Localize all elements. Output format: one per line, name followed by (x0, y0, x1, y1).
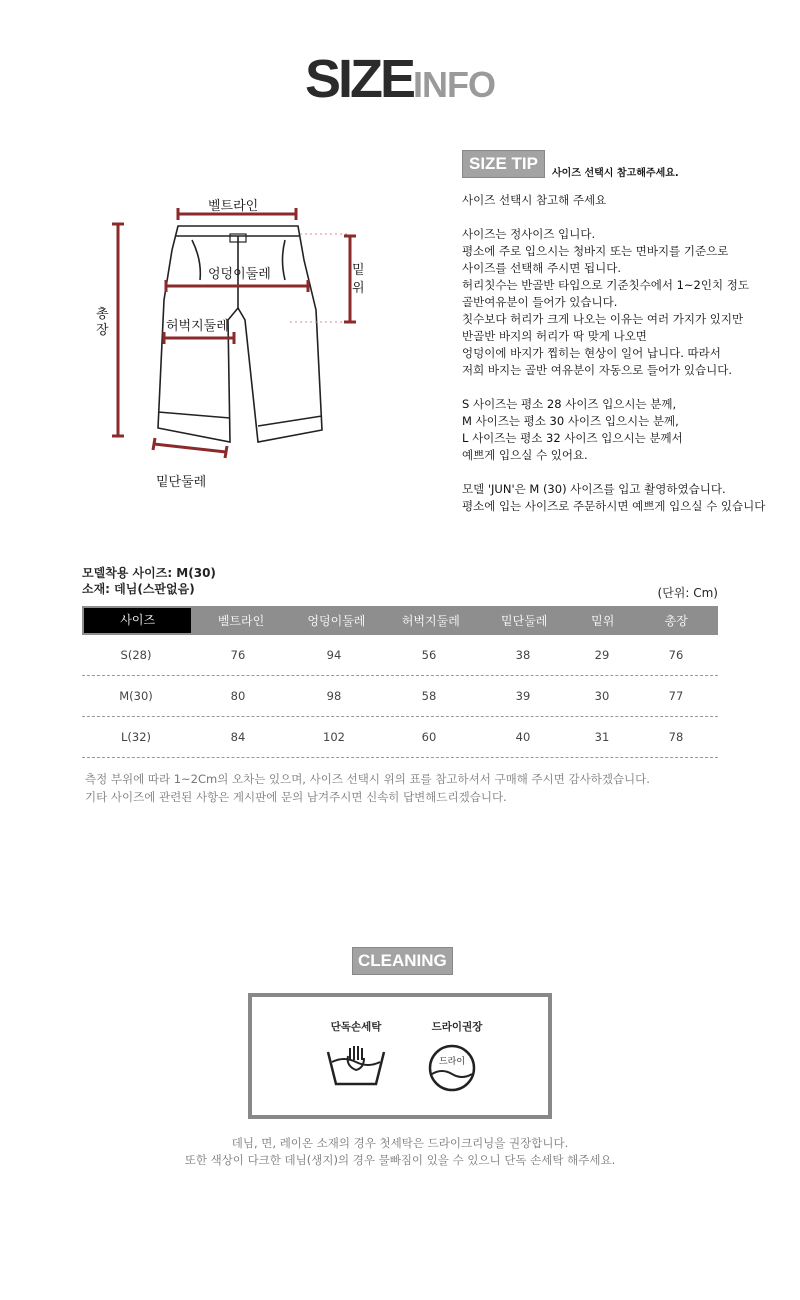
cell-hem: 38 (515, 648, 531, 662)
header-length: 총장 (664, 614, 688, 628)
belt-label: 벨트라인 (208, 199, 259, 214)
cell-belt: 84 (230, 730, 246, 744)
tip-line: 허리칫수는 반골반 타입으로 기준칫수에서 1~2인치 정도 (462, 278, 749, 292)
size-tip-text (462, 192, 800, 515)
cell-length: 76 (668, 648, 684, 662)
tip-line: 사이즈는 정사이즈 입니다. (462, 227, 596, 241)
material: 소재: 데님(스판없음) (82, 582, 195, 596)
tip-line: 모델 'JUN'은 M (30) 사이즈를 입고 촬영하였습니다. (462, 482, 726, 496)
header-thigh: 허벅지둘레 (401, 614, 460, 628)
hip-label: 엉덩이둘레 (208, 267, 271, 282)
care-instructions-frame (248, 993, 552, 1119)
cell-length: 77 (668, 689, 684, 703)
page-title (0, 48, 800, 110)
pants-diagram (80, 190, 380, 500)
title-main: SIZE (304, 49, 414, 109)
tip-line: 엉덩이에 바지가 찝히는 현상이 일어 납니다. 따라서 (462, 346, 721, 360)
dry-clean-item (412, 1019, 502, 1098)
note-line: 기타 사이즈에 관련된 사항은 게시판에 문의 남겨주시면 신속히 답변해드리겠습니다. (85, 790, 507, 804)
tip-line: L 사이즈는 평소 32 사이즈 입으시는 분께서 (462, 431, 683, 445)
cell-thigh: 56 (421, 648, 437, 662)
cleaning-note-line: 데님, 면, 레이온 소재의 경우 첫세탁은 드라이크리닝을 권장합니다. (231, 1136, 569, 1150)
size-tip-badge: SIZE TIP (462, 150, 545, 178)
cell-thigh: 58 (421, 689, 437, 703)
cell-thigh: 60 (421, 730, 437, 744)
hand-wash-icon (318, 1040, 394, 1092)
header-size: 사이즈 (84, 608, 191, 633)
header-hem: 밑단둘레 (501, 614, 548, 628)
tip-line: 사이즈 선택시 참고해 주세요 (462, 193, 607, 207)
cell-rise: 30 (594, 689, 610, 703)
tip-line: 반골반 바지의 허리가 딱 맞게 나오면 (462, 329, 647, 343)
rise-label-2: 위 (352, 281, 365, 296)
cell-rise: 31 (594, 730, 610, 744)
length-label-1: 총 (96, 307, 109, 322)
cell-length: 78 (668, 730, 684, 744)
length-label-2: 장 (96, 323, 109, 338)
thigh-label: 허벅지둘레 (166, 319, 229, 334)
rise-label-1: 밑 (352, 263, 365, 278)
cell-hem: 40 (515, 730, 531, 744)
hand-wash-label: 단독손세탁 (330, 1021, 382, 1033)
tip-line: S 사이즈는 평소 28 사이즈 입으시는 분께, (462, 397, 677, 411)
tip-line: 사이즈를 선택해 주시면 됩니다. (462, 261, 622, 275)
header-hip: 엉덩이둘레 (307, 614, 366, 628)
cell-hem: 39 (515, 689, 531, 703)
table-header (82, 606, 718, 635)
cleaning-note-line: 또한 색상이 다크한 데님(생지)의 경우 물빠짐이 있을 수 있으니 단독 손세탁 해주세요. (184, 1153, 616, 1167)
tip-line: 평소에 입는 사이즈로 주문하시면 예쁘게 입으실 수 있습니다 (462, 499, 766, 513)
hem-label: 밑단둘레 (156, 475, 207, 490)
tip-line: 저희 바지는 골반 여유분이 자동으로 들어가 있습니다. (462, 363, 732, 377)
unit-label: (단위: Cm) (657, 586, 718, 600)
header-rise: 밑위 (591, 614, 615, 628)
cell-size: L(32) (120, 730, 151, 744)
tip-spacer (462, 464, 800, 481)
tip-line: 평소에 주로 입으시는 청바지 또는 면바지를 기준으로 (462, 244, 729, 258)
cell-hip: 102 (323, 730, 345, 744)
tip-line: 칫수보다 허리가 크게 나오는 이유는 여러 가지가 있지만 (462, 312, 744, 326)
cell-hip: 94 (326, 648, 342, 662)
dry-icon-text: 드라이 (438, 1057, 466, 1067)
size-tip-subtitle: 사이즈 선택시 참고해주세요. (552, 168, 679, 179)
hand-wash-item (318, 1019, 394, 1096)
cell-size: M(30) (119, 689, 153, 703)
cleaning-note (0, 1135, 800, 1169)
model-size: 모델착용 사이즈: M(30) (82, 566, 216, 580)
title-sub: INFO (413, 64, 496, 105)
table-row (82, 717, 718, 758)
measurement-note (85, 770, 650, 806)
table-row (82, 635, 718, 676)
cell-belt: 80 (230, 689, 246, 703)
cell-belt: 76 (230, 648, 246, 662)
header-belt: 벨트라인 (217, 614, 265, 628)
table-row (82, 676, 718, 717)
tip-line: 예쁘게 입으실 수 있어요. (462, 448, 588, 462)
tip-spacer (462, 379, 800, 396)
cell-hip: 98 (326, 689, 342, 703)
cell-size: S(28) (120, 648, 152, 662)
pants-illustration (80, 190, 380, 500)
dry-clean-icon (412, 1038, 502, 1094)
model-info (82, 565, 216, 597)
dry-clean-label: 드라이권장 (431, 1021, 483, 1033)
size-table (82, 606, 718, 758)
tip-line: M 사이즈는 평소 30 사이즈 입으시는 분께, (462, 414, 679, 428)
cleaning-badge: CLEANING (352, 947, 453, 975)
note-line: 측정 부위에 따라 1~2Cm의 오차는 있으며, 사이즈 선택시 위의 표를 참고하셔서 구매해 주시면 감사하겠습니다. (85, 772, 650, 786)
tip-line: 골반여유분이 들어가 있습니다. (462, 295, 618, 309)
tip-spacer (462, 209, 800, 226)
cell-rise: 29 (594, 648, 610, 662)
